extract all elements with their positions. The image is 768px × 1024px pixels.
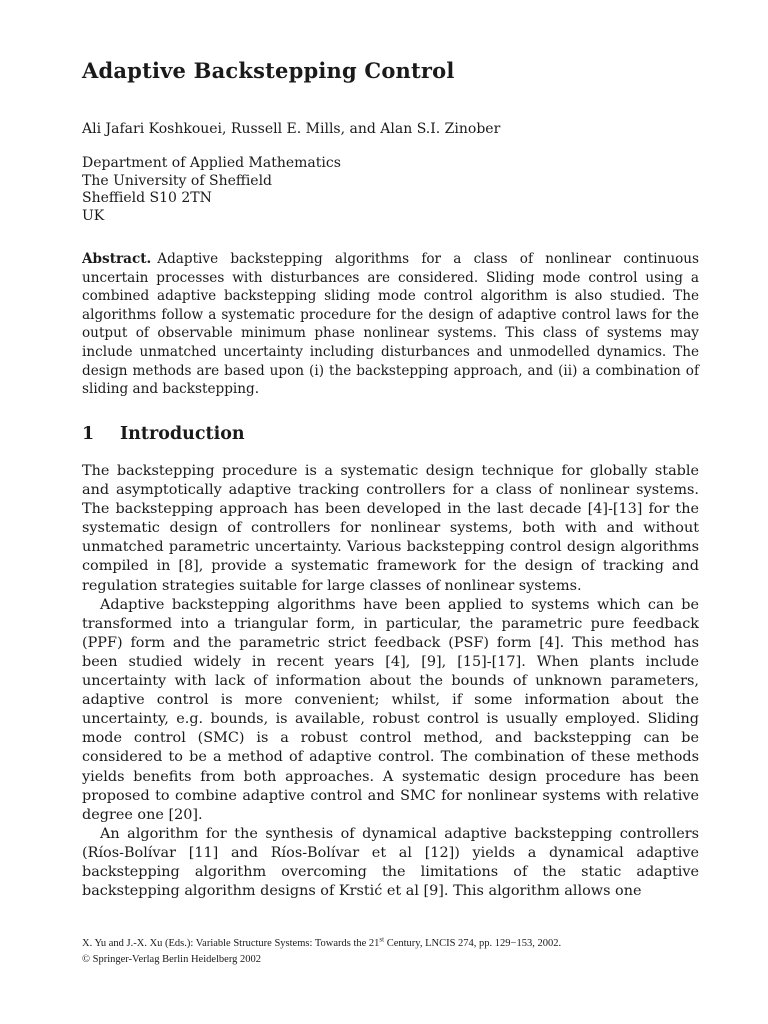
paragraph-1: The backstepping procedure is a systematic design technique for globally stable and asymptotically adaptive tracking controllers for a class of nonlinear systems. The backstepping approach has been developed in the last decade [4]-[13] for the systematic design of controllers for nonlinear systems, both with and without unmatched parametric uncertainty. Various backstepping control design algorithms compiled in [8], provide a systematic framework for the design of tracking and regulation strategies suitable for large classes of nonlinear systems. [82,463,699,594]
copyright-line: © Springer-Verlag Berlin Heidelberg 2002 [82,954,262,965]
affiliation-department: Department of Applied Mathematics [82,155,341,171]
abstract-text: Adaptive backstepping algorithms for a class of nonlinear continuous uncertain processes with disturbances are considered. Sliding mode control using a combined adaptive backstepping sliding mode control algorithm is also studied. The algorithms follow a systematic procedure for the design of adaptive control laws for the output of observable minimum phase nonlinear systems. This class of systems may include unmatched uncertainty including disturbances and unmodelled dynamics. The design methods are based upon (i) the backstepping approach, and (ii) a combination of sliding and backstepping. [82,251,699,398]
section-heading [82,424,245,444]
affiliation-country: UK [82,207,105,224]
affiliation-city: Sheffield S10 2TN [82,190,212,206]
section-title: Introduction [120,424,245,444]
affiliation-block [82,155,341,225]
paragraph-3: An algorithm for the synthesis of dynamical adaptive backstepping controllers (Ríos-Bolívar [11] and Ríos-Bolívar et al [12]) yields a dynamical adaptive backstepping algorithm overcoming the limitations of the static adaptive backstepping algorithm designs of Krstić et al [9]. This algorithm allows one [82,825,699,900]
citation-superscript: st [379,935,385,944]
author-list: Ali Jafari Koshkouei, Russell E. Mills, and Alan S.I. Zinober [82,121,501,137]
affiliation-university: The University of Sheffield [82,172,273,189]
section-body [82,462,699,901]
citation-text-end: Century, LNCIS 274, pp. 129−153, 2002. [384,938,562,949]
paper-title: Adaptive Backstepping Control [82,58,455,83]
page-footer [82,936,722,968]
abstract [82,250,699,399]
abstract-label: Abstract. [82,251,152,267]
section-number: 1 [82,424,95,444]
citation-line [82,936,722,952]
paragraph-2: Adaptive backstepping algorithms have been applied to systems which can be transformed into a triangular form, in particular, the parametric pure feedback (PPF) form and the parametric strict feedback (PSF) form [4]. This method has been studied widely in recent years [4], [9], [15]-[17]. When plants include uncertainty with lack of information about the bounds of unknown parameters, adaptive control is more convenient; whilst, if some information about the uncertainty, e.g. bounds, is available, robust control is usually employed. Sliding mode control (SMC) is a robust control method, and backstepping can be considered to be a method of adaptive control. The combination of these methods yields benefits from both approaches. A systematic design procedure has been proposed to combine adaptive control and SMC for nonlinear systems with relative degree one [20]. [82,596,699,823]
citation-text-start: X. Yu and J.-X. Xu (Eds.): Variable Structure Systems: Towards the 21 [82,938,380,949]
